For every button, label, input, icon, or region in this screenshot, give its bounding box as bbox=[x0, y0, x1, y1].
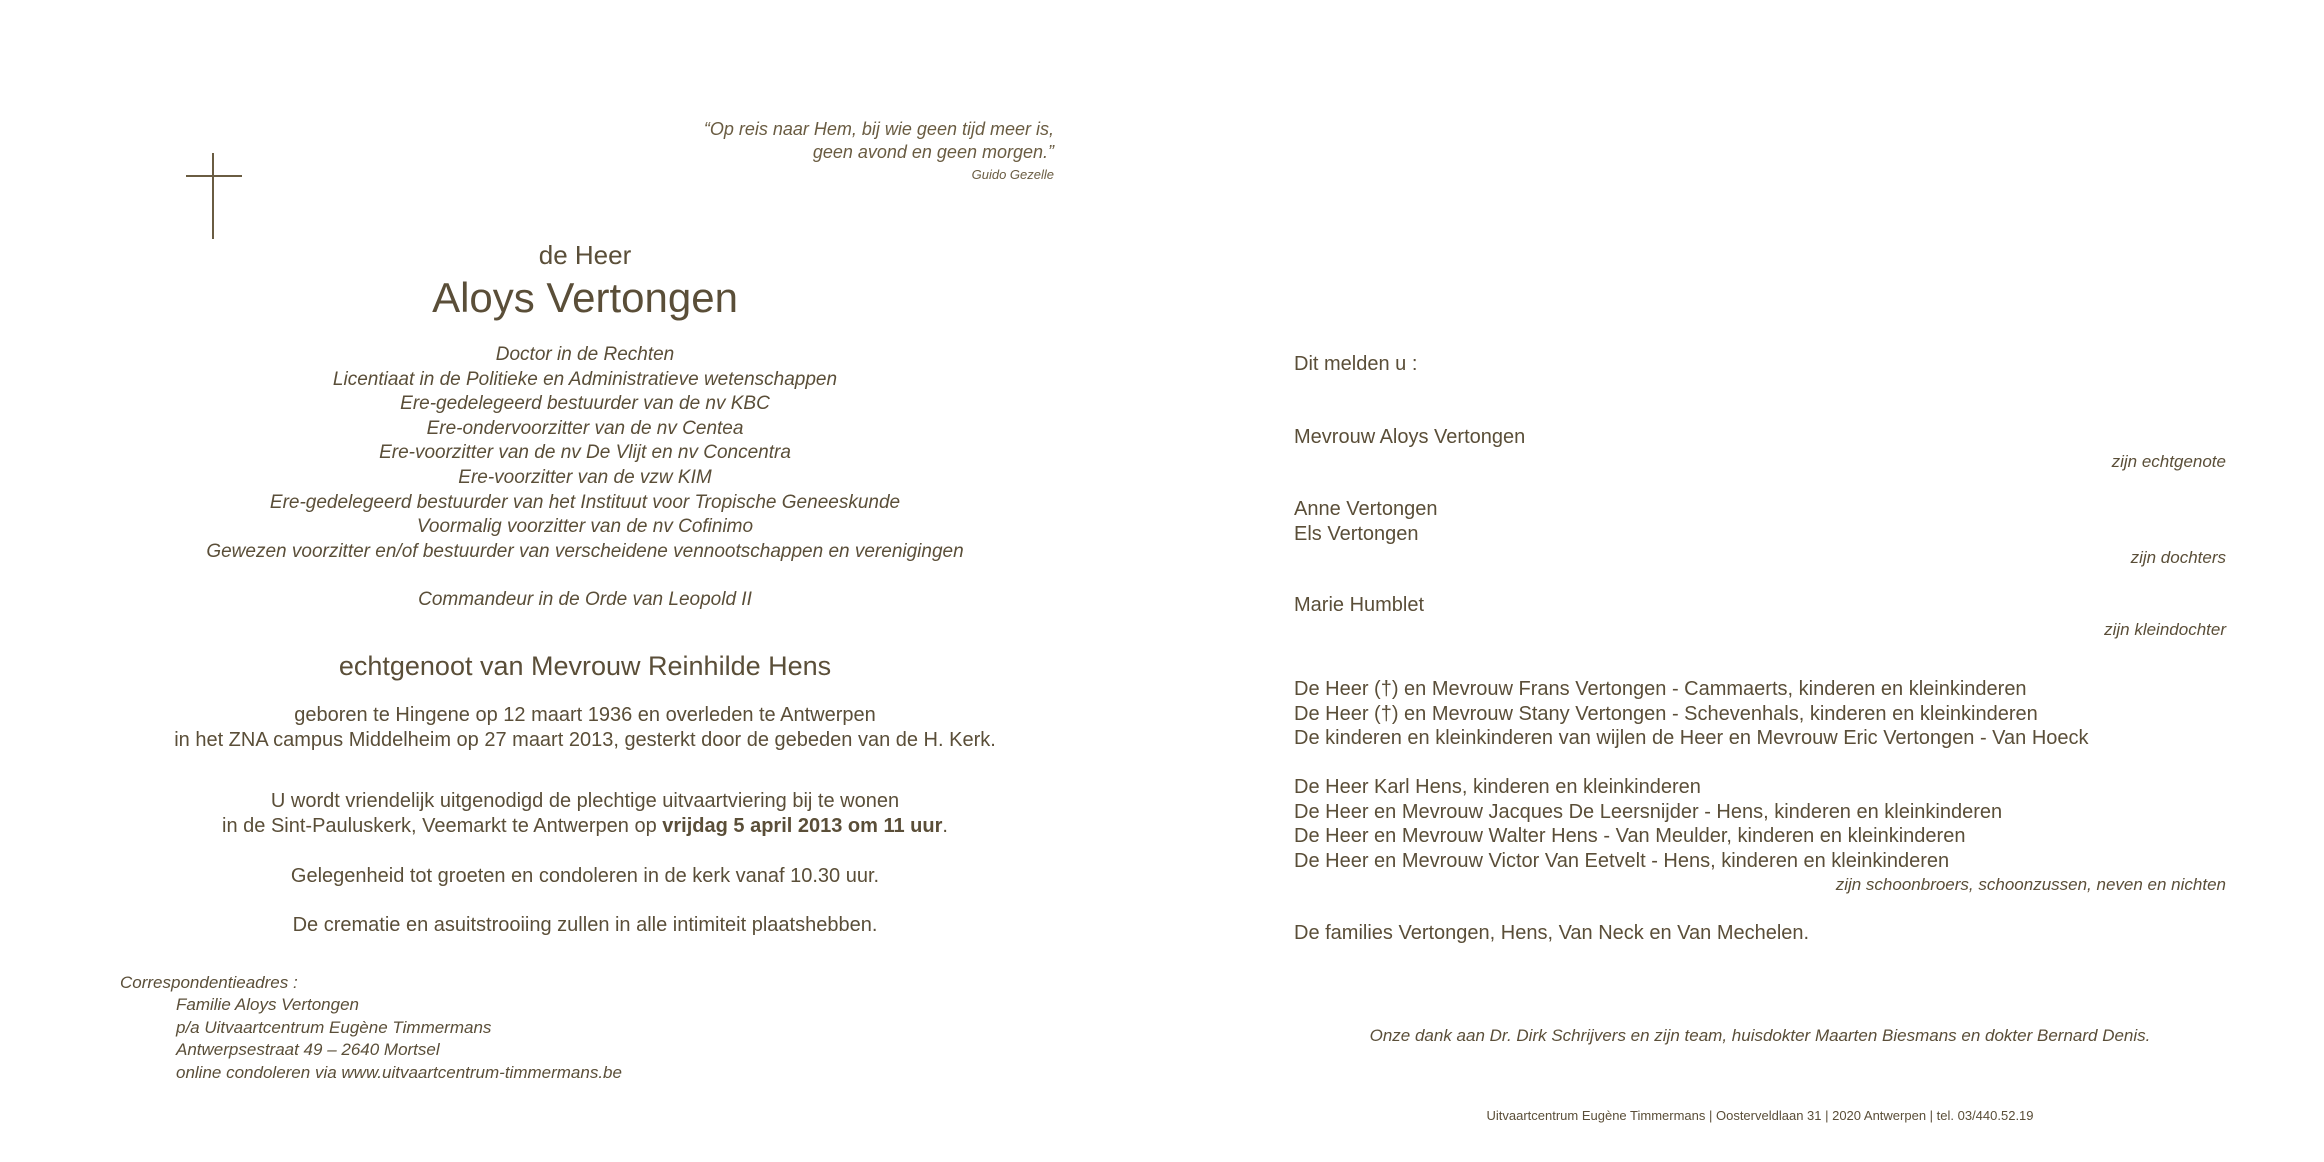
quote-line: “Op reis naar Hem, bij wie geen tijd meer is, bbox=[703, 119, 1054, 139]
family-member: De Heer en Mevrouw Jacques De Leersnijder - Hens, kinderen en kleinkinderen bbox=[1294, 800, 2003, 823]
honorific: de Heer bbox=[538, 240, 632, 270]
title-line: Gewezen voorzitter en/of bestuurder van verscheidene vennootschappen en verenigingen bbox=[206, 540, 964, 562]
family-member: De Heer (†) en Mevrouw Frans Vertongen - Cammaerts, kinderen en kleinkinderen bbox=[1294, 678, 2027, 700]
address-line: Antwerpsestraat 49 – 2640 Mortsel bbox=[176, 1040, 440, 1060]
family-group bbox=[1294, 593, 2226, 642]
title-line: Ere-gedelegeerd bestuurder van het Instituut voor Tropische Geneeskunde bbox=[269, 491, 901, 513]
family-member: De Heer en Mevrouw Walter Hens - Van Meulder, kinderen en kleinkinderen bbox=[1294, 825, 1966, 847]
address-line: p/a Uitvaartcentrum Eugène Timmermans bbox=[176, 1017, 492, 1037]
deceased-name: Aloys Vertongen bbox=[432, 274, 738, 321]
birth-death-line: in het ZNA campus Middelheim op 27 maart 2013, gesterkt door de gebeden van de H. Kerk. bbox=[174, 729, 996, 751]
announcement-intro: Dit melden u : bbox=[1294, 353, 1418, 375]
family-member: Mevrouw Aloys Vertongen bbox=[1294, 426, 1526, 448]
condolence-info: Gelegenheid tot groeten en condoleren in de kerk vanaf 10.30 uur. bbox=[290, 865, 880, 887]
title-line: Ere-voorzitter van de nv De Vlijt en nv Concentra bbox=[379, 442, 791, 464]
service-date: vrijdag 5 april 2013 om 11 uur bbox=[662, 815, 943, 837]
family-member: Anne Vertongen bbox=[1294, 498, 1438, 520]
thanks-note: Onze dank aan Dr. Dirk Schrijvers en zijn team, huisdokter Maarten Biesmans en dokter Bernard Denis. bbox=[1369, 1026, 2151, 1045]
spouse-line: echtgenoot van Mevrouw Reinhilde Hens bbox=[338, 651, 832, 681]
invitation-line: U wordt vriendelijk uitgenodigd de plechtige uitvaartviering bij te wonen bbox=[270, 790, 900, 812]
address-line: Familie Aloys Vertongen bbox=[176, 995, 359, 1015]
cremation-info: De crematie en asuitstrooiing zullen in alle intimiteit plaatshebben. bbox=[292, 914, 878, 936]
relation-label: zijn kleindochter bbox=[2104, 619, 2226, 639]
title-line: Ere-ondervoorzitter van de nv Centea bbox=[426, 417, 744, 439]
family-group bbox=[1294, 921, 2226, 946]
quote-block bbox=[704, 118, 1054, 186]
family-member: De Heer en Mevrouw Victor Van Eetvelt - Hens, kinderen en kleinkinderen bbox=[1294, 849, 1950, 872]
relation-label: zijn echtgenote bbox=[2111, 451, 2226, 471]
relation-label: zijn schoonbroers, schoonzussen, neven en nichten bbox=[1835, 875, 2226, 894]
cross-icon bbox=[186, 153, 242, 239]
birth-death bbox=[80, 703, 1090, 753]
family-member: De Heer (†) en Mevrouw Stany Vertongen - Schevenhals, kinderen en kleinkinderen bbox=[1294, 702, 2038, 725]
title-line: Licentiaat in de Politieke en Administratieve wetenschappen bbox=[332, 368, 838, 390]
family-member: De families Vertongen, Hens, Van Neck en Van Mechelen. bbox=[1294, 922, 1810, 944]
title-line: Doctor in de Rechten bbox=[495, 344, 675, 365]
family-group bbox=[1294, 425, 2226, 474]
family-member: Els Vertongen bbox=[1294, 522, 1419, 545]
invitation-line: in de Sint-Pauluskerk, Veemarkt te Antwerpen op vrijdag 5 april 2013 om 11 uur. bbox=[222, 815, 948, 837]
title-line: Ere-voorzitter van de vzw KIM bbox=[458, 466, 712, 488]
relation-label: zijn dochters bbox=[2130, 548, 2226, 567]
online-condolence-line: online condoleren via www.uitvaartcentrum-timmermans.be bbox=[176, 1062, 622, 1082]
correspondence-address bbox=[120, 972, 622, 1084]
family-group bbox=[1294, 497, 2226, 571]
family-member: Marie Humblet bbox=[1294, 594, 1425, 616]
family-group bbox=[1294, 677, 2226, 751]
title-line: Ere-gedelegeerd bestuurder van de nv KBC bbox=[400, 393, 770, 415]
funeral-home-footer: Uitvaartcentrum Eugène Timmermans | Oosterveldlaan 31 | 2020 Antwerpen | tel. 03/440.52.19 bbox=[1486, 1108, 2034, 1123]
family-group bbox=[1294, 775, 2226, 898]
correspondence-label: Correspondentieadres : bbox=[120, 973, 298, 992]
family-member: De kinderen en kleinkinderen van wijlen de Heer en Mevrouw Eric Vertongen - Van Hoeck bbox=[1294, 727, 2089, 749]
family-member: De Heer Karl Hens, kinderen en kleinkinderen bbox=[1294, 776, 1701, 798]
title-line: Voormalig voorzitter van de nv Cofinimo bbox=[416, 516, 754, 538]
invitation bbox=[80, 789, 1090, 839]
quote-author: Guido Gezelle bbox=[971, 167, 1054, 182]
quote-line: geen avond en geen morgen.” bbox=[812, 142, 1054, 162]
titles-list bbox=[80, 343, 1090, 564]
birth-death-line: geboren te Hingene op 12 maart 1936 en overleden te Antwerpen bbox=[294, 704, 876, 726]
decoration: Commandeur in de Orde van Leopold II bbox=[418, 589, 752, 610]
